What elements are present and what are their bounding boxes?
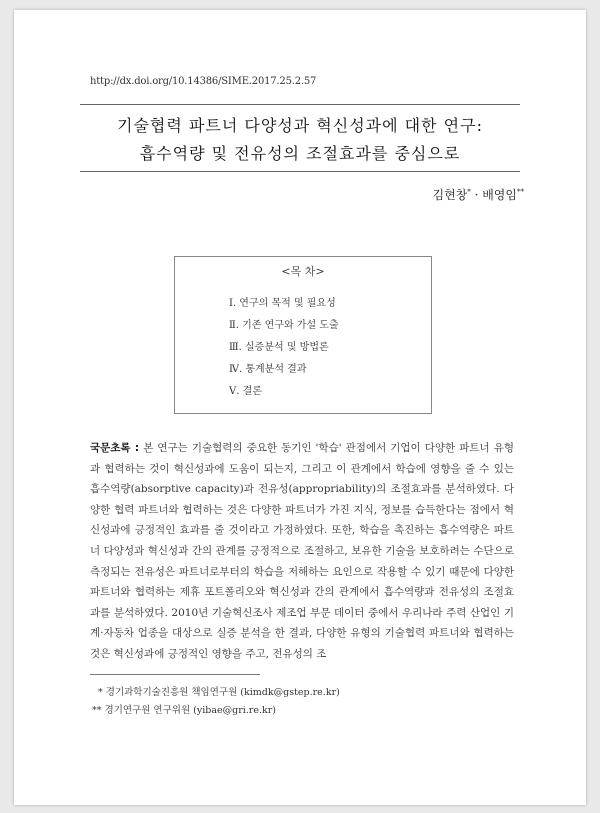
- title-bottom-rule: [80, 171, 520, 172]
- footnote-1: * 경기과학기술진흥원 책임연구원 (kimdk@gstep.re.kr): [98, 687, 340, 698]
- author-line: [432, 186, 524, 203]
- title-top-rule: [80, 104, 520, 105]
- footnote-2: ** 경기연구원 연구위원 (yibae@gri.re.kr): [92, 705, 276, 716]
- paper-title-line-1: 기술협력 파트너 다양성과 혁신성과에 대한 연구:: [117, 116, 483, 135]
- paper-page: [14, 10, 586, 805]
- toc-item: Ⅰ. 연구의 목적 및 필요성: [229, 298, 336, 309]
- author-separator: ·: [470, 188, 483, 202]
- toc-item: Ⅳ. 통계분석 결과: [229, 364, 307, 375]
- toc-list: [229, 293, 339, 403]
- abstract-label: 국문초록 :: [90, 442, 140, 454]
- author-2-mark: **: [517, 188, 524, 196]
- author-2: 배영임: [482, 188, 517, 202]
- paper-title-line-2: 흡수역량 및 전유성의 조절효과를 중심으로: [139, 144, 461, 163]
- toc-item: Ⅲ. 실증분석 및 방법론: [229, 342, 329, 353]
- doi-link[interactable]: http://dx.doi.org/10.14386/SIME.2017.25.2.57: [90, 76, 317, 87]
- footnote-rule: [90, 674, 260, 675]
- author-1: 김현창: [432, 188, 468, 202]
- korean-abstract: [90, 438, 514, 665]
- toc-item: Ⅱ. 기존 연구와 가설 도출: [229, 320, 339, 331]
- table-of-contents: [174, 256, 432, 414]
- toc-title: <목 차>: [281, 265, 325, 278]
- abstract-text: 본 연구는 기술협력의 중요한 동기인 '학습' 관점에서 기업이 다양한 파트너 유형과 협력하는 것이 혁신성과에 도움이 되는지, 그리고 이 관계에서 학습에 영향을 줄 수 있는 흡수역량(absorptive capacity)과 전유성(appropriability)의 조절효과를 분석하였다. 다양한 협력 파트너와 협력하는 것은 다양한 파트너가 가진 지식, 정보를 습득한다는 점에서 혁신성과에 긍정적인 효과를 줄 것이라고 가정하였다. 또한, 학습을 촉진하는 흡수역량은 파트너 다양성과 혁신성과 간의 관계를 긍정적으로 조절하고, 보유한 기술을 보호하려는 수단으로 측정되는 전유성은 파트너로부터의 학습을 저해하는 요인으로 작용할 수 있기 때문에 다양한 파트너와 협력하는 제휴 포트폴리오와 혁신성과 간의 관계에서 흡수역량과 전유성의 조절효과를 분석하였다. 2010년 기술혁신조사 제조업 부문 데이터 중에서 우리나라 주력 산업인 기계·자동차 업종을 대상으로 실증 분석을 한 결과, 다양한 유형의 기술협력 파트너와 협력하는 것은 혁신성과에 긍정적인 영향을 주고, 전유성의 조: [90, 442, 514, 660]
- toc-item: Ⅴ. 결론: [229, 386, 262, 397]
- author-1-mark: *: [467, 188, 471, 196]
